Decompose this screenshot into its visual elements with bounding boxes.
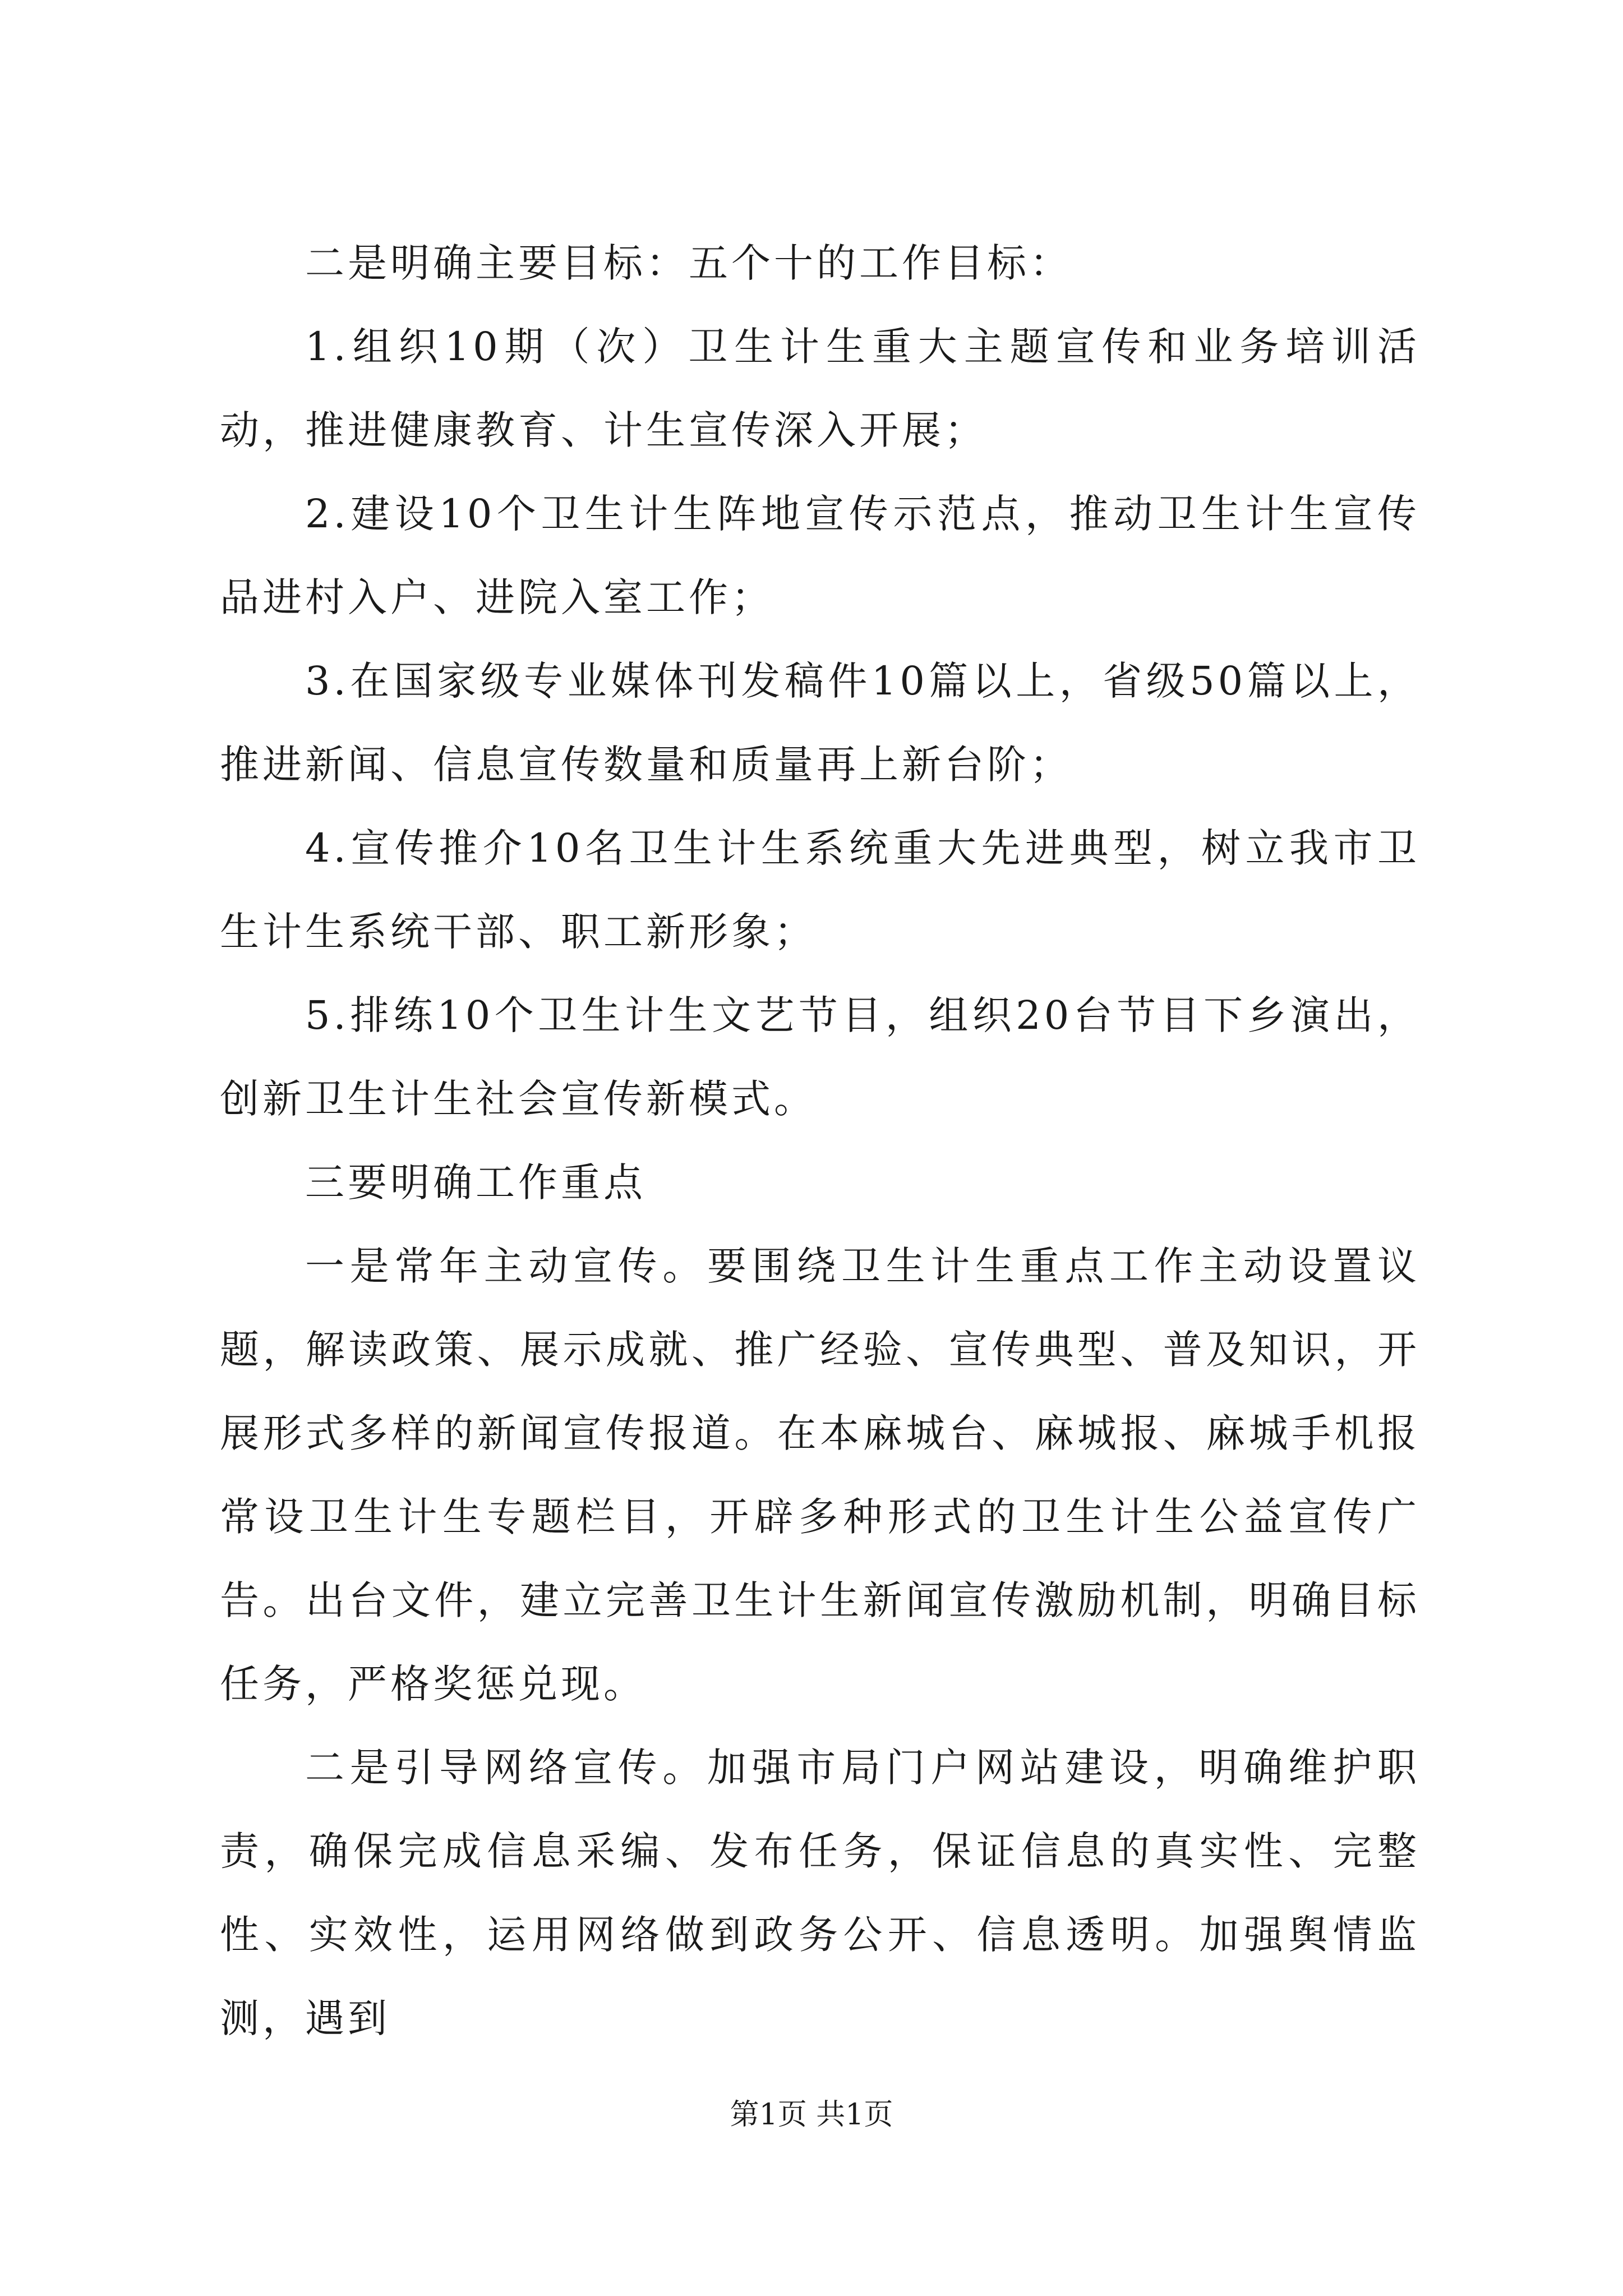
document-body (220, 222, 1420, 2060)
page-number-footer: 第1页 共1页 (730, 2098, 893, 2132)
paragraph-goal-2: 2.建设10个卫生计生阵地宣传示范点，推动卫生计生宣传品进村入户、进院入室工作； (220, 491, 1420, 620)
paragraph-focus-2: 二是引导网络宣传。加强市局门户网站建设，明确维护职责，确保完成信息采编、发布任务，保证信息的真实性、完整性、实效性，运用网络做到政务公开、信息透明。加强舆情监测，遇到 (220, 1745, 1420, 2041)
paragraph-focus-1: 一是常年主动宣传。要围绕卫生计生重点工作主动设置议题，解读政策、展示成就、推广经验、宣传典型、普及知识，开展形式多样的新闻宣传报道。在本麻城台、麻城报、麻城手机报常设卫生计生专题栏目，开辟多种形式的卫生计生公益宣传广告。出台文件，建立完善卫生计生新闻宣传激励机制，明确目标任务，严格奖惩兑现。 (220, 1243, 1420, 1707)
paragraph-goal-1: 1.组织10期（次）卫生计生重大主题宣传和业务培训活动，推进健康教育、计生宣传深入开展； (220, 324, 1420, 453)
paragraph-goal-5: 5.排练10个卫生计生文艺节目，组织20台节目下乡演出，创新卫生计生社会宣传新模式。 (220, 992, 1420, 1122)
paragraph-goal-3: 3.在国家级专业媒体刊发稿件10篇以上，省级50篇以上，推进新闻、信息宣传数量和质量再上新台阶； (220, 658, 1420, 788)
section-heading-work-focus: 三要明确工作重点 (305, 1159, 646, 1205)
paragraph-goal-4: 4.宣传推介10名卫生计生系统重大先进典型，树立我市卫生计生系统干部、职工新形象； (220, 825, 1420, 955)
paragraph-main-goals: 二是明确主要目标：五个十的工作目标： (305, 240, 1072, 286)
